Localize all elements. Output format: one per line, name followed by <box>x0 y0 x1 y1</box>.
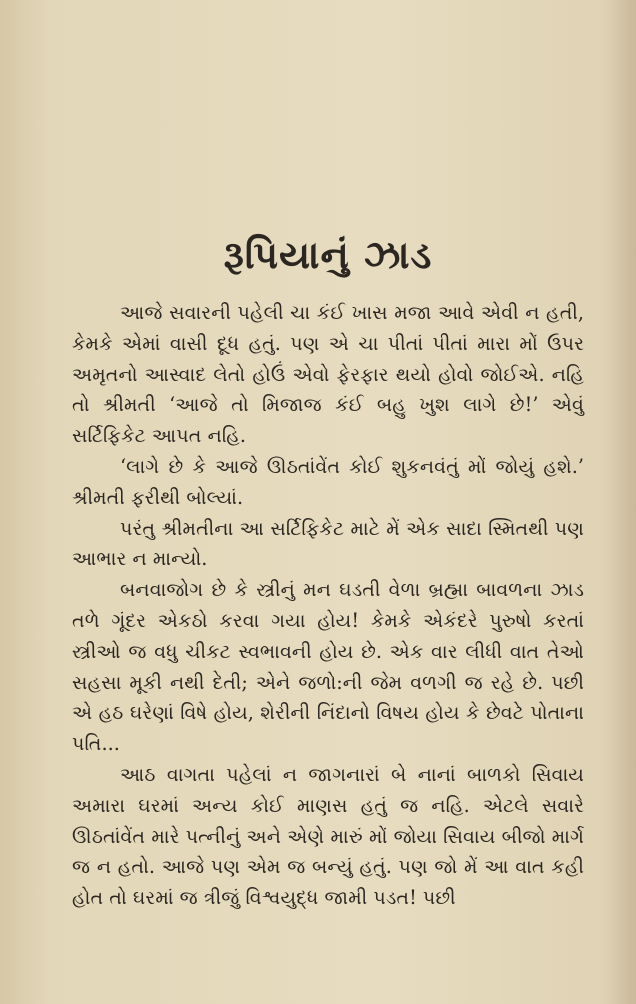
body-text <box>72 298 584 914</box>
chapter-title: રૂપિયાનું ઝાડ <box>223 232 433 277</box>
paragraph-1: આજે સવારની પહેલી ચા કંઈ ખાસ મજા આવે એવી ન હતી, કેમકે એમાં વાસી દૂધ હતું. પણ એ ચા પીતાં પીતાં મારા મોં ઉપર અમૃતનો આસ્વાદ લેતો હોઉં એવો ફેરફાર થયો હોવો જોઈએ. નહિ તો શ્રીમતી ‘આજે તો મિજાજ કંઈ બહુ ખુશ લાગે છે!’ એવું સર્ટિફિકેટ આપત નહિ. <box>72 301 584 448</box>
paragraph-2: ‘લાગે છે કે આજે ઊઠતાંવેંત કોઈ શુકનવંતું મોં જોયું હશે.’ શ્રીમતી ફરીથી બોલ્યાં. <box>72 454 584 509</box>
binding-shadow <box>602 0 636 1004</box>
paragraph-4: બનવાજોગ છે કે સ્ત્રીનું મન ઘડતી વેળા બ્રહ્મા બાવળના ઝાડ તળે ગૂંદર એકઠો કરવા ગયા હોય! કેમકે એકંદરે પુરુષો કરતાં સ્ત્રીઓ જ વધુ ચીકટ સ્વભાવની હોય છે. એક વાર લીધી વાત તેઓ સહસા મૂકી નથી દેતી; એને જળો:ની જેમ વળગી જ રહે છે. પછી એ હઠ ઘરેણાં વિષે હોય, શેરીની નિંદાનો વિષય હોય કે છેવટે પોતાના પતિ... <box>72 578 584 756</box>
paragraph-3: પરંતુ શ્રીમતીના આ સર્ટિફિકેટ માટે મેં એક સાદા સ્મિતથી પણ આભાર ન માન્યો. <box>72 516 584 571</box>
paragraph-5: આઠ વાગતા પહેલાં ન જાગનારાં બે નાનાં બાળકો સિવાય અમારા ઘરમાં અન્ય કોઈ માણસ હતું જ નહિ. એટલે સવારે ઊઠતાંવેંત મારે પત્નીનું અને એણે મારું મોં જોયા સિવાય બીજો માર્ગ જ ન હતો. આજે પણ એમ જ બન્યું હતું. પણ જો મેં આ વાત કહી હોત તો ઘરમાં જ ત્રીજું વિશ્વયુદ્ધ જામી પડત! પછી <box>72 762 584 910</box>
